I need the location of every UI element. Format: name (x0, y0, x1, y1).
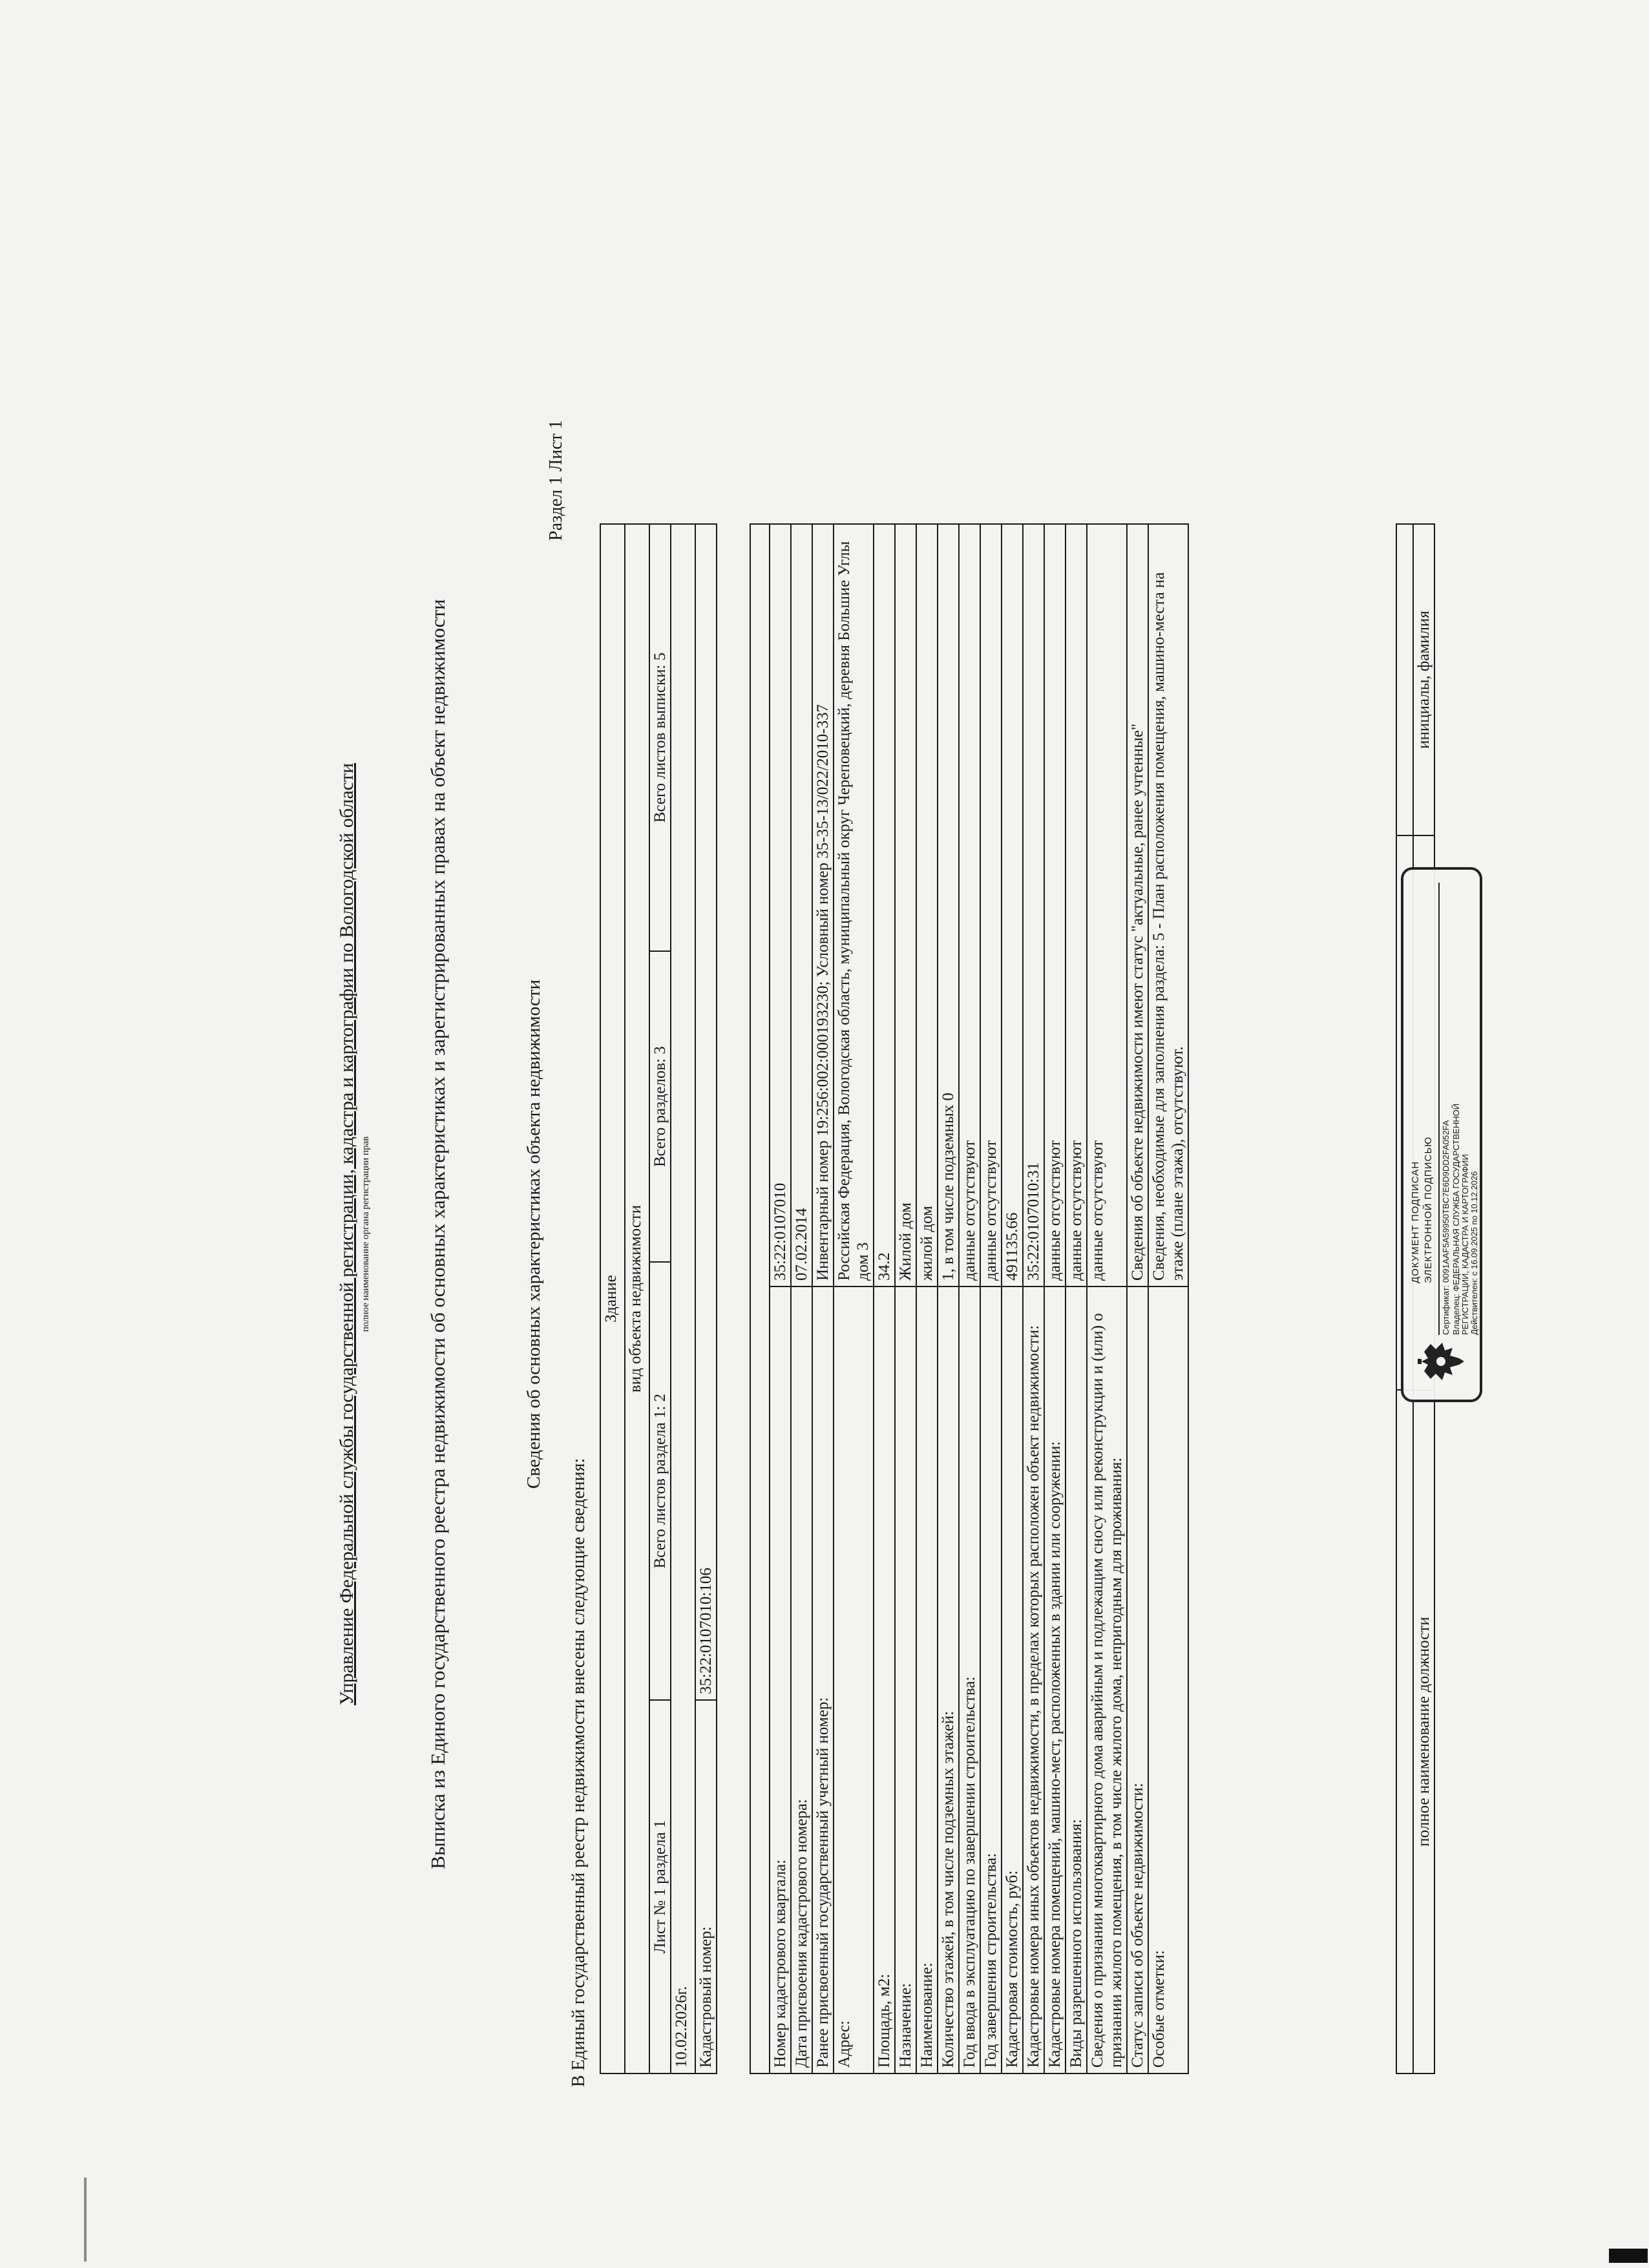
row-value: Инвентарный номер 19:256:002:000193230; Условный номер 35-35-13/022/2010-337 (812, 524, 834, 1286)
row-label: Ранее присвоенный государственный учетный номер: (812, 1286, 834, 2074)
table-row (1044, 524, 1066, 2074)
object-header-table (600, 523, 717, 2074)
row-label: Площадь, м2: (874, 1286, 895, 2074)
extract-date: 10.02.2026г. (671, 524, 695, 2074)
object-kind: Здание (600, 524, 625, 2074)
table-row (812, 524, 834, 2074)
position-caption: полное наименование должности (1413, 1390, 1434, 2074)
row-value: Российская Федерация, Вологодская область, муниципальный округ Череповецкий, деревня Большие Углы дом 3 (834, 524, 874, 1286)
row-value: 35:22:0107010:31 (1023, 524, 1044, 1286)
row-label: Кадастровые номера помещений, машино-мест, расположенных в здании или сооружении: (1044, 1286, 1066, 2074)
row-value: 1, в том числе подземных 0 (938, 524, 959, 1286)
table-row (959, 524, 980, 2074)
row-value: данные отсутствуют (1044, 524, 1066, 1286)
row-label: Дата присвоения кадастрового номера: (791, 1286, 812, 2074)
row-label: Статус записи об объекте недвижимости: (1127, 1286, 1148, 2074)
organization-name: Управление Федеральной службы государственной регистрации, кадастра и картографии по Вологодской области (336, 762, 357, 1706)
stamp-certificate: Сертификат: 0091AAF5A59950TBC7E6D9DD2FA052FA (1441, 1120, 1451, 1335)
stamp-valid: Действителен: с 16.09.2025 по 10.12.2026 (1469, 1171, 1479, 1335)
row-label: Год ввода в эксплуатацию по завершении строительства: (959, 1286, 980, 2074)
table-spacer (750, 524, 770, 2074)
row-label: Адрес: (834, 1286, 874, 2074)
object-kind-caption: вид объекта недвижимости (625, 524, 649, 2074)
stamp-line-1: ДОКУМЕНТ ПОДПИСАН (1410, 1160, 1421, 1283)
stamp-divider (1438, 883, 1440, 1335)
eagle-emblem-icon (1416, 1339, 1468, 1384)
row-label: Виды разрешенного использования: (1066, 1286, 1087, 2074)
characteristics-table (750, 523, 1189, 2074)
section-part: Раздел 1 Лист 1 (546, 420, 566, 541)
row-label: Количество этажей, в том числе подземных этажей: (938, 1286, 959, 2074)
stamp-owner-2: РЕГИСТРАЦИИ, КАДАСТРА И КАРТОГРАФИИ (1460, 1154, 1470, 1335)
organization-caption: полное наименование органа регистрации прав (361, 1136, 371, 1332)
table-row (895, 524, 916, 2074)
sections-count: Всего разделов: 3 (649, 951, 671, 1262)
name-cell (1396, 524, 1413, 835)
row-value: данные отсутствуют (1087, 524, 1127, 1286)
table-row (1023, 524, 1044, 2074)
table-row (834, 524, 874, 2074)
sheet-number: Лист № 1 раздела 1 (649, 1700, 671, 2074)
row-label: Номер кадастрового квартала: (770, 1286, 791, 2074)
section-title: Сведения об основных характеристиках объекта недвижимости (523, 979, 544, 1489)
row-value: данные отсутствуют (959, 524, 980, 1286)
cadastral-number-value: 35:22:0107010:106 (695, 524, 717, 1700)
row-value: 35:22:0107010 (770, 524, 791, 1286)
row-value: жилой дом (916, 524, 938, 1286)
table-row (980, 524, 1002, 2074)
table-row (1127, 524, 1148, 2074)
staple-mark (84, 2178, 87, 2262)
row-label: Назначение: (895, 1286, 916, 2074)
row-value: 491135.66 (1002, 524, 1023, 1286)
table-row (770, 524, 791, 2074)
cadastral-number-label: Кадастровый номер: (695, 1700, 717, 2074)
stamp-line-2: ЭЛЕКТРОННОЙ ПОДПИСЬЮ (1423, 1136, 1434, 1283)
table-row (1148, 524, 1188, 2074)
extract-page (336, 381, 1486, 2087)
row-value: данные отсутствуют (1066, 524, 1087, 1286)
row-value: данные отсутствуют (980, 524, 1002, 1286)
row-value: 34.2 (874, 524, 895, 1286)
row-label: Наименование: (916, 1286, 938, 2074)
row-label: Кадастровые номера иных объектов недвижимости, в пределах которых расположен объект недвижимости: (1023, 1286, 1044, 2074)
document-title: Выписка из Единого государственного реестра недвижимости об основных характеристиках и зарегистрированных правах на объект недвижимости (426, 599, 449, 1869)
table-row (1002, 524, 1023, 2074)
row-label: Кадастровая стоимость, руб: (1002, 1286, 1023, 2074)
row-label: Особые отметки: (1148, 1286, 1188, 2074)
sheets-in-section: Всего листов раздела 1: 2 (649, 1262, 671, 1700)
table-row (938, 524, 959, 2074)
scan-edge-mark (1609, 2249, 1648, 2263)
table-row (791, 524, 812, 2074)
row-value: 07.02.2014 (791, 524, 812, 1286)
row-label: Сведения о признании многоквартирного дома аварийным и подлежащим сносу или реконструкции и (или) о признании жилого помещения, в том числе жилого дома, непригодным для проживания: (1087, 1286, 1127, 2074)
table-row (916, 524, 938, 2074)
row-value: Жилой дом (895, 524, 916, 1286)
total-sheets: Всего листов выписки: 5 (649, 524, 671, 951)
table-row (1066, 524, 1087, 2074)
position-cell (1396, 1390, 1413, 2074)
row-label: Год завершения строительства: (980, 1286, 1002, 2074)
table-row (1087, 524, 1127, 2074)
intro-text: В Единый государственный реестр недвижимости внесены следующие сведения: (569, 1458, 589, 2087)
electronic-signature-stamp (1401, 867, 1482, 1402)
stamp-owner-1: Владелец: ФЕДЕРАЛЬНАЯ СЛУЖБА ГОСУДАРСТВЕННОЙ (1451, 1103, 1461, 1335)
row-value: Сведения, необходимые для заполнения раздела: 5 - План расположения помещения, машино-места на этаже (плане этажа), отсутствуют. (1148, 524, 1188, 1286)
name-caption: инициалы, фамилия (1413, 524, 1434, 835)
row-value: Сведения об объекте недвижимости имеют статус "актуальные, ранее учтенные" (1127, 524, 1148, 1286)
table-row (874, 524, 895, 2074)
